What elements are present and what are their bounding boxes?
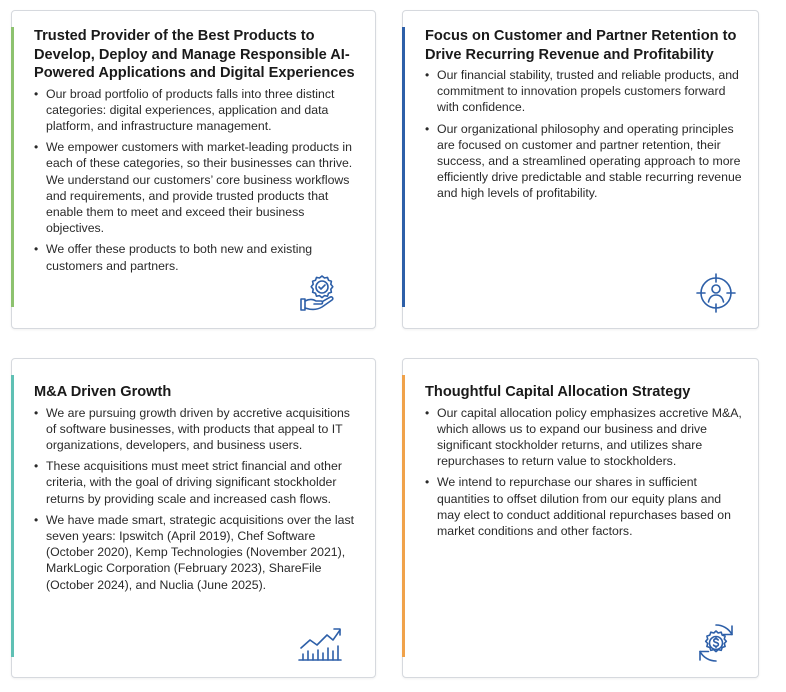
bullet-item: • We intend to repurchase our shares in sufficient quantities to offset dilution from our equity plans and may elect to conduct additional repurchases based on market conditions and other factors. <box>437 474 745 539</box>
card-accent-bar <box>11 27 14 307</box>
hand-badge-check-icon <box>298 273 340 313</box>
card-trusted-provider <box>11 10 376 329</box>
bullet-list <box>425 67 745 202</box>
gear-dollar-icon <box>695 622 737 664</box>
bullet-item: • These acquisitions must meet strict financial and other criteria, with the goal of driving significant stockholder returns by providing scale and increased cash flows. <box>46 458 359 507</box>
bullet-list <box>34 405 359 593</box>
bullet-item: • Our financial stability, trusted and reliable products, and commitment to innovation propels customers forward with confidence. <box>437 67 745 116</box>
bullet-list <box>34 86 359 274</box>
card-title: M&A Driven Growth <box>34 384 172 400</box>
card-accent-bar <box>402 375 405 657</box>
bullet-item: • Our capital allocation policy emphasizes accretive M&A, which allows us to expand our business and drive significant stockholder returns, and utilizes share repurchases to return value to stockholders. <box>437 405 745 470</box>
bullet-item: • Our organizational philosophy and operating principles are focused on customer and partner retention, their success, and a streamlined operating approach to more efficiently drive predictable and stable recurring revenue and high levels of profitability. <box>437 121 745 202</box>
growth-chart-icon <box>297 623 343 663</box>
card-ma-growth <box>11 358 376 678</box>
bullet-item: • We are pursuing growth driven by accretive acquisitions of software businesses, with products that appeal to IT organizations, developers, and business users. <box>46 405 359 454</box>
bullet-item: • Our broad portfolio of products falls into three distinct categories: digital experiences, application and data platform, and infrastructure management. <box>46 86 359 135</box>
card-accent-bar <box>11 375 14 657</box>
card-title: Thoughtful Capital Allocation Strategy <box>425 384 691 400</box>
card-accent-bar <box>402 27 405 307</box>
bullet-item: • We have made smart, strategic acquisitions over the last seven years: Ipswitch (April 2019), Chef Software (October 2020), Kemp Technologies (November 2021), MarkLogic Corporation (February 2023), ShareFile (October 2024), and Nuclia (June 2025). <box>46 512 359 593</box>
card-capital-allocation <box>402 358 759 678</box>
bullet-list <box>425 405 745 540</box>
bullet-item: • We offer these products to both new and existing customers and partners. <box>46 241 359 273</box>
bullet-item: • We empower customers with market-leading products in each of these categories, so their businesses can thrive. We understand our customers’ core business workflows and requirements, and provide trusted products that enable them to meet and exceed their business objectives. <box>46 139 359 236</box>
card-title: Focus on Customer and Partner Retention to Drive Recurring Revenue and Profitability <box>425 28 737 63</box>
card-title: Trusted Provider of the Best Products to Develop, Deploy and Manage Responsible AI-Powered Applications and Digital Experiences <box>34 28 355 81</box>
card-customer-retention <box>402 10 759 329</box>
target-person-icon <box>695 272 737 314</box>
